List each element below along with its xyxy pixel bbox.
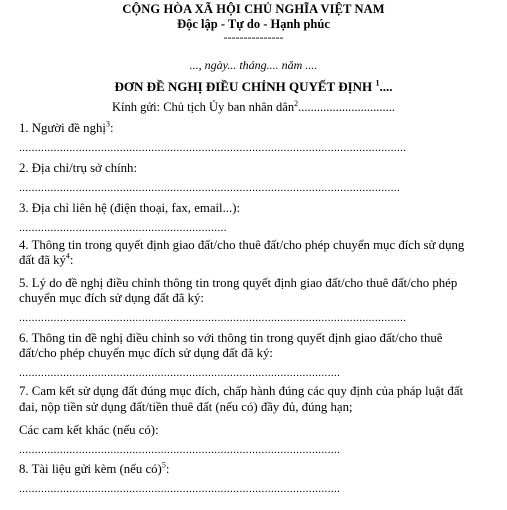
section-6-line-2: đất/cho phép chuyển mục đích sử dụng đất đã ký: [19, 346, 273, 360]
national-title: CỘNG HÒA XÃ HỘI CHỦ NGHĨA VIỆT NAM [122, 2, 385, 16]
header-rule: --------------- [223, 30, 284, 44]
addressee-line [0, 100, 507, 114]
section-7-line-2: đai, nộp tiền sử dụng đất/tiền thuê đất (nếu có) đầy đủ, đúng hạn; [19, 400, 353, 414]
footnote-mark-3: 3 [105, 119, 110, 129]
section-2-label: 2. Địa chỉ/trụ sở chính: [19, 161, 138, 175]
section-4-colon: : [69, 253, 74, 267]
addressee-text: Kính gửi: Chủ tịch Ủy ban nhân dân [112, 100, 295, 114]
section-1-colon: : [109, 121, 114, 135]
document-title [0, 80, 507, 95]
national-motto: Độc lập - Tự do - Hạnh phúc [177, 17, 330, 31]
section-6-fill-line: ...................................................................................................... [19, 367, 341, 379]
section-8-text: 8. Tài liệu gửi kèm (nếu có) [19, 462, 162, 476]
section-7-fill-line: ...................................................................................................... [19, 444, 341, 456]
section-3-label: 3. Địa chỉ liên hệ (điện thoại, fax, email...): [19, 201, 241, 215]
section-7-line-1: 7. Cam kết sử dụng đất đúng mục đích, chấp hành đúng các quy định của pháp luật đất [19, 384, 464, 398]
section-5-line-2: chuyển mục đích sử dụng đất đã ký: [19, 291, 204, 305]
section-1-text: 1. Người đề nghị [19, 121, 106, 135]
section-4-line-2-text: đất đã ký [19, 253, 66, 267]
section-1-label [19, 121, 503, 136]
section-4-line-1: 4. Thông tin trong quyết định giao đất/cho thuê đất/cho phép chuyển mục đích sử dụng [19, 238, 465, 252]
footnote-mark-1: 1 [375, 78, 380, 88]
addressee-tail: ............................... [298, 100, 395, 114]
footnote-mark-5: 5 [161, 460, 166, 470]
section-8-fill-line: ...................................................................................................... [19, 483, 341, 495]
footnote-mark-4: 4 [65, 251, 70, 261]
section-8-colon: : [165, 462, 170, 476]
footnote-mark-2: 2 [294, 98, 299, 108]
section-5-fill-line: ........................................................................................................................... [19, 312, 407, 324]
document-title-text: ĐƠN ĐỀ NGHỊ ĐIỀU CHỈNH QUYẾT ĐỊNH [114, 79, 376, 94]
section-4-line-2 [19, 253, 503, 268]
section-5-line-1: 5. Lý do đề nghị điều chỉnh thông tin trong quyết định giao đất/cho thuê đất/cho phép [19, 276, 458, 290]
section-3-fill-line: .................................................................. [19, 222, 227, 234]
section-6-line-1: 6. Thông tin đề nghị điều chỉnh so với thông tin trong quyết định giao đất/cho thuê [19, 331, 443, 345]
section-8-label [19, 462, 503, 477]
date-line: ..., ngày... tháng.... năm .... [189, 58, 318, 72]
section-7-other-commitments: Các cam kết khác (nếu có): [19, 423, 159, 437]
section-2-fill-line: ......................................................................................................................... [19, 182, 401, 194]
section-1-fill-line: ........................................................................................................................... [19, 142, 407, 154]
document-title-tail: .... [379, 79, 393, 94]
